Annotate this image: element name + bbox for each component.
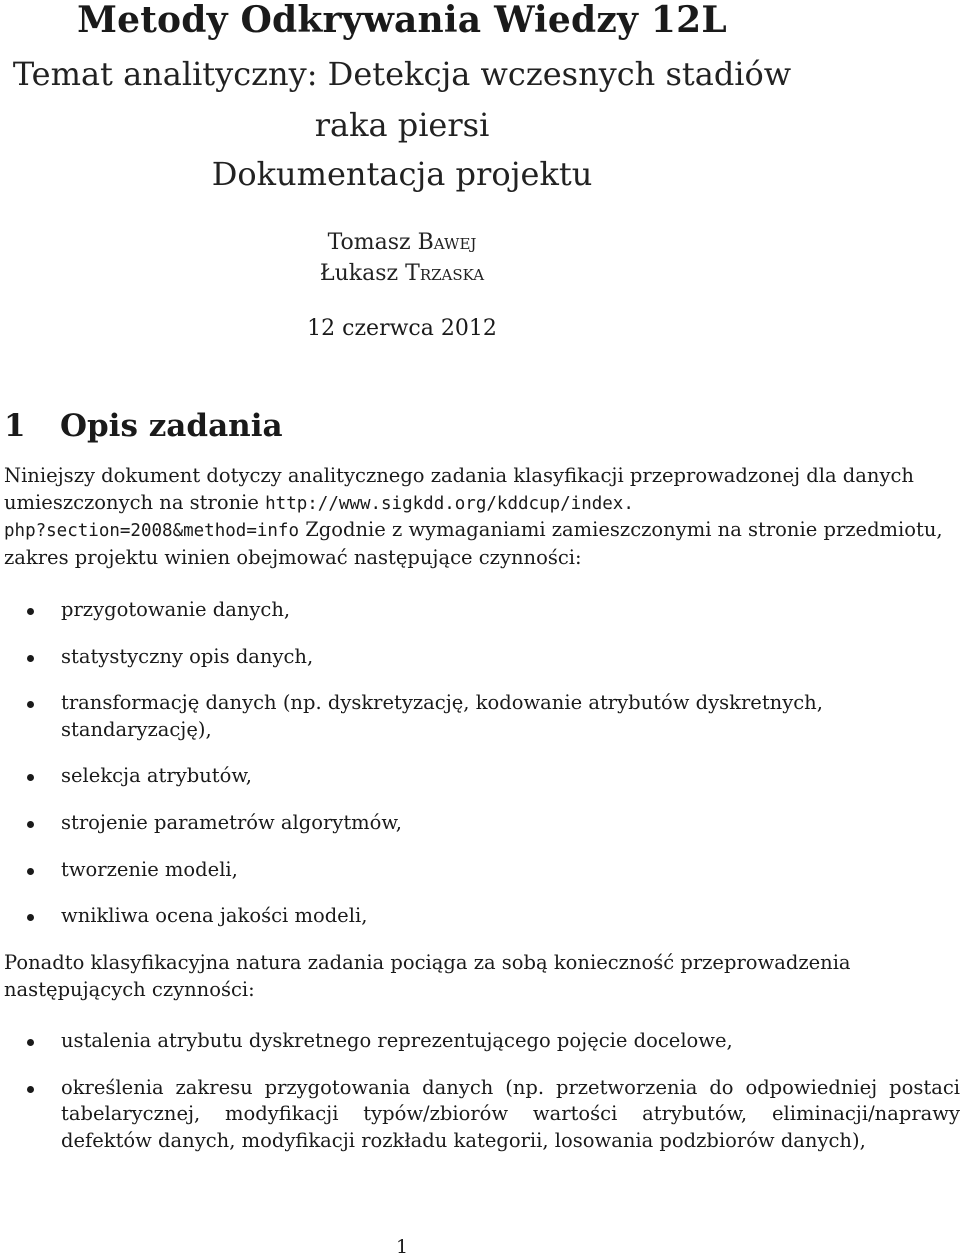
page-number: 1 (395, 1236, 409, 1258)
document-date: 12 czerwca 2012 (307, 316, 497, 341)
section-heading (4, 404, 283, 448)
author-2-first-name: Łukasz (319, 261, 399, 286)
list-item (0, 810, 960, 837)
bullet-icon (27, 774, 34, 781)
intro-text-before-url: Niniejszy dokument dotyczy analitycznego zadania klasyfikacji przeprowadzonej dla danych umieszczonych na stronie (4, 464, 914, 514)
list-item-text: selekcja atrybutów, (61, 764, 252, 788)
list-item-text: strojenie parametrów algorytmów, (61, 810, 402, 834)
task-list (0, 597, 960, 950)
author-1-last-name: Bawej (417, 230, 477, 255)
section-number: 1 (4, 408, 26, 444)
list-item (0, 1028, 960, 1055)
bullet-icon (27, 914, 34, 921)
intro-text-after-url: Zgodnie z wymaganiami zamieszczonymi na stronie przedmiotu, zakres projektu winien obejmować następujące czynności: (4, 518, 943, 569)
author-2-last-name: Trzaska (405, 261, 485, 286)
list-item-text: przygotowanie danych, (61, 598, 291, 621)
bullet-icon (27, 701, 34, 708)
list-item (0, 857, 960, 884)
url-link-part-1[interactable]: http://www.sigkdd.org/kddcup/index. (265, 493, 634, 514)
bullet-icon (27, 608, 34, 615)
author-2 (0, 259, 804, 289)
additional-task-list (0, 1028, 960, 1174)
document-title: Metody Odkrywania Wiedzy 12L (77, 0, 727, 41)
intro-paragraph (4, 463, 956, 571)
list-item-text: wnikliwa ocena jakości modeli, (61, 904, 368, 928)
list-item (0, 644, 960, 671)
bullet-icon (27, 655, 34, 662)
list-item (0, 903, 960, 930)
list-item (0, 763, 960, 790)
list-item-text: ustalenia atrybutu dyskretnego reprezentującego pojęcie docelowe, (61, 1029, 733, 1052)
bullet-icon (27, 868, 34, 875)
bullet-icon (27, 1039, 34, 1046)
author-1 (0, 228, 804, 258)
list-item (0, 690, 960, 743)
url-link-part-2[interactable]: php?section=2008&method=info (4, 521, 300, 542)
list-item-text: tworzenie modeli, (61, 857, 238, 881)
list-item-text: określenia zakresu przygotowania danych (np. przetworzenia do odpowiedniej postaci tabelarycznej, modyfikacji typów/zbiorów wartości atrybutów, eliminacji/naprawy defektów danych, modyfikacji rozkładu kategorii, losowania podzbiorów danych), (61, 1075, 960, 1152)
list-item-text: statystyczny opis danych, (61, 644, 314, 668)
list-item-text: transformację danych (np. dyskretyzację, kodowanie atrybutów dyskretnych, standaryzację), (61, 691, 823, 741)
author-1-first-name: Tomasz (327, 230, 411, 255)
section-title: Opis zadania (60, 408, 283, 444)
bullet-icon (27, 1086, 34, 1093)
list-item (0, 1075, 960, 1155)
document-subtitle-line-2: raka piersi (314, 106, 490, 144)
document-subtitle-line-1: Temat analityczny: Detekcja wczesnych stadiów (12, 55, 792, 93)
additional-paragraph: Ponadto klasyfikacyjna natura zadania pociąga za sobą konieczność przeprowadzenia następujących czynności: (4, 951, 851, 1001)
list-item (0, 597, 960, 624)
bullet-icon (27, 821, 34, 828)
document-subtitle-line-3: Dokumentacja projektu (211, 155, 593, 193)
